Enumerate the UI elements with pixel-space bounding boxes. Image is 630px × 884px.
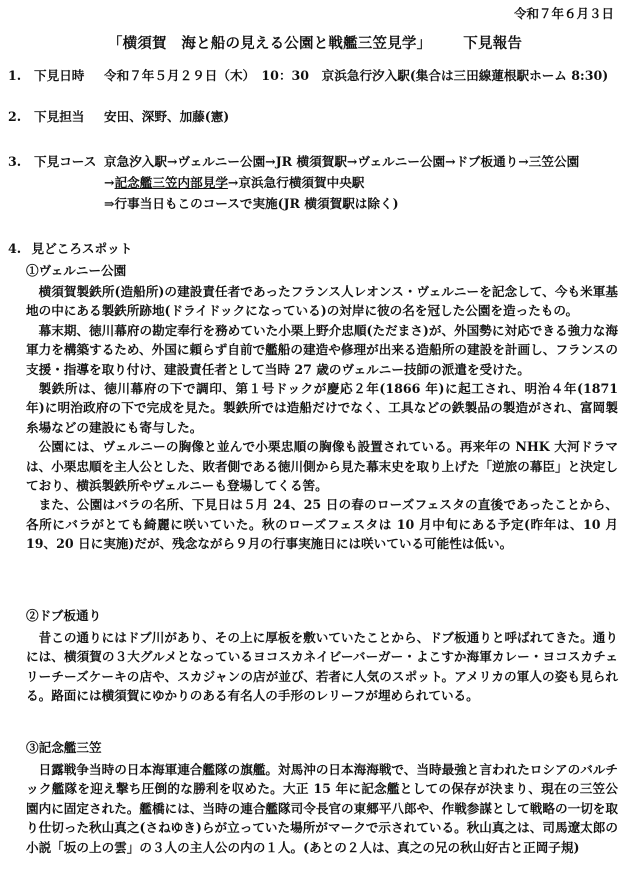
spot-verny-body <box>26 282 618 554</box>
report-title-suffix: 下見報告 <box>463 35 523 52</box>
paragraph: 公園には、ヴェルニーの胸像と並んで小栗忠順の胸像も設置されている。再来年の NHK 大河ドラマは、小栗忠順を主人公とした、敗者側である徳川側から見た幕末史を取り上げた「逆旅の幕臣」と決定しており、横浜製鉄所やヴェルニーも登場してくる筈。 <box>26 439 618 494</box>
course-highlight: 記念艦三笠内部見学 <box>114 175 228 190</box>
paragraph: 製鉄所は、徳川幕府の下で調印、第１号ドックが慶応２年(1866 年)に起工され、明治４年(1871 年)に明治政府の下で完成を見た。製鉄所では造船だけでなく、工具などの鉄製品の製造がされ、富岡製糸場などの建設にも寄与した。 <box>26 381 618 435</box>
spot-dobuita-title: ②ドブ板通り <box>26 608 102 623</box>
course-line-2-rest: →京浜急行横須賀中央駅 <box>227 175 365 190</box>
paragraph: 日露戦争当時の日本海軍連合艦隊の旗艦。対馬沖の日本海海戦で、当時最強と言われたロシアのバルチック艦隊を迎え撃ち圧倒的な勝利を収めた。大正 15 年に記念艦としての保存が決まり、現在の三笠公園内に固定された。艦橋には、当時の連合艦隊司令長官の東郷平八郎や、作戦参謀として戦略の一切を取り仕切った秋山真之(さねゆき)らが立っていた場所がマークで示されている。秋山真之は、司馬遼太郎の小説「坂の上の雲」の３人の主人公の内の１人。(あとの２人は、真之の兄の秋山好古と正岡子規) <box>26 762 618 855</box>
spots-heading <box>8 239 132 258</box>
item-value: 令和７年５月２９日（木） 10：30 京浜急行汐入駅(集合は三田線蓮根駅ホーム 8:30) <box>104 68 609 83</box>
item-label: 下見日時 <box>34 68 85 83</box>
paragraph: 横須賀製鉄所(造船所)の建設責任者であったフランス人レオンス・ヴェルニーを記念して、今も米軍基地の中にある製鉄所跡地(ドライドックになっている)の対岸に彼の名を冠した公園を造ったもの。 <box>26 284 618 319</box>
report-title-main: 「横須賀 海と船の見える公園と戦艦三笠見学」 <box>107 35 432 52</box>
paragraph: 昔この通りにはドブ川があり、その上に厚板を敷いていたことから、ドブ板通りと呼ばれてきた。通りには、横須賀の３大グルメとなっているヨコスカネイビーバーガー・よこすか海軍カレー・ヨコスカチェリーチーズケーキの店や、スカジャンの店が並び、若者に人気のスポット。アメリカの軍人の姿も見られる。路面には横須賀にゆかりのある有名人の手形のレリーフが埋められている。 <box>26 630 618 704</box>
paragraph: 幕末期、徳川幕府の勘定奉行を務めていた小栗上野介忠順(ただまさ)が、外国勢に対応できる強力な海軍力を構築するため、外国に頼らず自前で艦船の建造や修理が出来る造船所の建設を計画し、フランスの支援・指導を取り付け、建設責任者として当時 27 歳のヴェルニー技師の派遣を受けた。 <box>26 322 618 377</box>
report-date: 令和７年６月３日 <box>513 6 614 21</box>
spot-dobuita-body <box>26 628 618 706</box>
item-number: 1. <box>8 68 22 83</box>
spot-mikasa-title: ③記念艦三笠 <box>26 740 102 755</box>
course-arrow: → <box>104 175 115 190</box>
course-line-2 <box>104 173 364 192</box>
report-title <box>0 34 630 53</box>
spot-mikasa-body <box>26 760 618 857</box>
item-number: 4. <box>8 241 22 256</box>
item-label: 下見担当 <box>34 109 85 124</box>
item-label: 下見コース <box>34 154 97 169</box>
course-line-3: ⇒行事当日もこのコースで実施(JR 横須賀駅は除く) <box>104 196 399 211</box>
spot-verny-title: ①ヴェルニー公園 <box>26 263 127 278</box>
spots-heading-label: 見どころスポット <box>31 241 133 256</box>
item-number: 3. <box>8 154 22 169</box>
course-line-1: 京急汐入駅→ヴェルニー公園→JR 横須賀駅→ヴェルニー公園→ドブ板通り→三笠公園 <box>104 154 580 169</box>
item-number: 2. <box>8 109 22 124</box>
item-value: 安田、深野、加藤(憲) <box>104 109 230 124</box>
paragraph: また、公園はバラの名所、下見日は５月 24、25 日の春のローズフェスタの直後であったことから、各所にバラがとても綺麗に咲いていた。秋のローズフェスタは 10 月中旬にある予定(昨年は、10 月 19、20 日に実施)だが、残念ながら９月の行事実施日には咲いている可能性は低い。 <box>26 497 618 552</box>
